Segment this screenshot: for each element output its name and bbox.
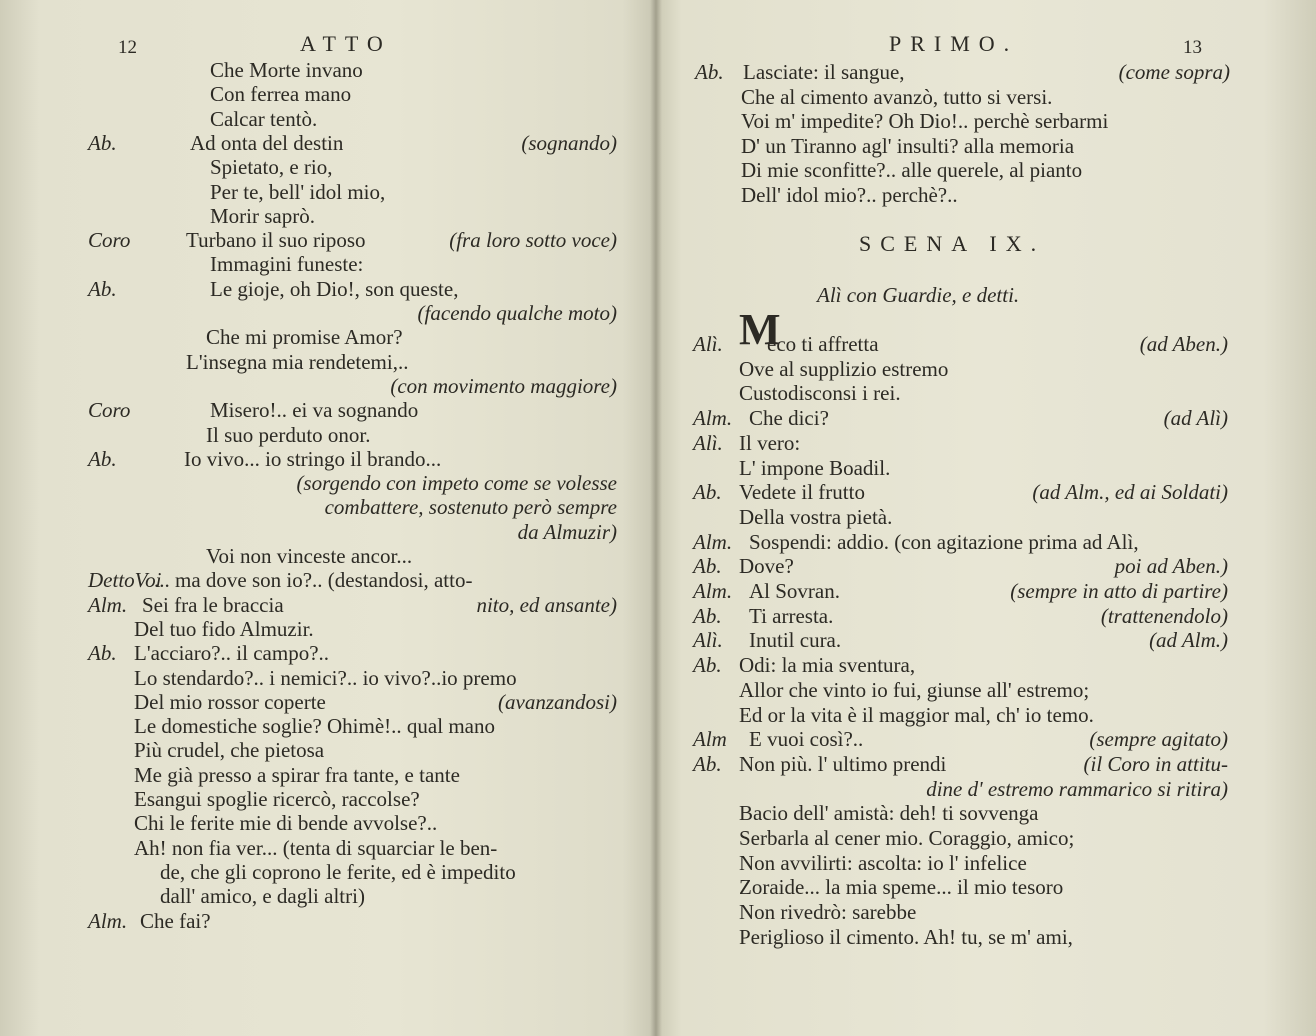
stage-direction: nito, ed ansante): [476, 592, 617, 617]
verse-line: Spietato, e rio,: [210, 155, 333, 180]
speaker-label: Alì.: [693, 332, 723, 356]
verse-line: Turbano il suo riposo: [186, 228, 366, 253]
verse-line: Voi non vinceste ancor...: [206, 544, 413, 568]
speaker-label: Ab.: [88, 446, 117, 471]
verse-line: Inutil cura.: [749, 628, 842, 653]
stage-direction: (sempre agitato): [1089, 727, 1228, 752]
verse-line: Chi le ferite mie di bende avvolse?..: [134, 811, 438, 836]
verse-line: Non più. l' ultimo prendi: [739, 751, 947, 776]
stage-direction: (sempre in atto di partire): [1010, 579, 1228, 603]
speaker-label: Ab.: [693, 603, 722, 628]
verse-line: L' impone Boadil.: [739, 455, 891, 480]
verse-line: Immagini funeste:: [210, 252, 364, 277]
verse-line: Del tuo fido Almuzir.: [134, 616, 314, 641]
verse-line: Le domestiche soglie? Ohimè!.. qual mano: [134, 714, 495, 739]
verse-line: Più crudel, che pietosa: [134, 738, 325, 763]
verse-line: Lo stendardo?.. i nemici?.. io vivo?..io premo: [134, 665, 517, 690]
verse-line: D' un Tiranno agl' insulti? alla memoria: [741, 133, 1075, 158]
verse-line: Che Morte invano: [210, 58, 363, 82]
speaker-label: Alm.: [693, 529, 733, 554]
verse-line: Bacio dell' amistà: deh! ti sovvenga: [739, 801, 1039, 826]
speaker-label: Ab.: [693, 554, 722, 579]
verse-line: Lasciate: il sangue,: [743, 60, 905, 84]
verse-line: Calcar tentò.: [210, 106, 318, 131]
stage-direction: (sognando): [521, 130, 617, 155]
stage-direction: (avanzandosi): [498, 689, 617, 714]
right-page-header: PRIMO.: [889, 31, 1019, 56]
verse-line: Del mio rossor coperte: [134, 689, 326, 714]
speaker-label: Ab.: [693, 751, 722, 776]
speaker-label: Alm: [693, 727, 727, 752]
speaker-label: DettoVoi: [88, 568, 162, 593]
stage-direction: (con movimento maggiore): [390, 373, 617, 398]
left-page-header: ATTO: [300, 31, 392, 56]
speaker-label: Coro: [88, 228, 131, 253]
stage-direction: dine d' estremo rammarico si ritira): [926, 776, 1228, 801]
verse-line: dall' amico, e dagli altri): [160, 884, 365, 909]
speaker-label: Ab.: [693, 480, 722, 505]
verse-line: Me già presso a spirar fra tante, e tante: [134, 762, 460, 787]
speaker-label: Alì.: [693, 628, 723, 653]
verse-line: Sei fra le braccia: [142, 592, 284, 617]
speaker-label: Ab.: [693, 653, 722, 678]
speaker-label: Alì.: [693, 430, 723, 455]
verse-line: Custodisconsi i rei.: [739, 381, 901, 406]
scene-title: SCENA IX.: [859, 231, 1046, 256]
verse-line: Sospendi: addio. (con agitazione prima ad Alì,: [749, 529, 1139, 554]
stage-direction: (il Coro in attitu-: [1083, 751, 1228, 776]
verse-line: Il suo perduto onor.: [206, 422, 371, 447]
verse-line: E vuoi così?..: [749, 727, 864, 752]
verse-line: Le gioje, oh Dio!, son queste,: [210, 276, 459, 301]
stage-direction: (ad Aben.): [1139, 332, 1228, 356]
stage-direction: (ad Alm., ed ai Soldati): [1032, 480, 1228, 505]
stage-direction: da Almuzir): [517, 519, 617, 544]
verse-line: Della vostra pietà.: [739, 504, 893, 529]
verse-line: Con ferrea mano: [210, 82, 352, 107]
left-page: [0, 0, 655, 1036]
verse-line: Che dici?: [749, 406, 829, 431]
left-page-number: 12: [118, 37, 137, 58]
verse-line: Morir saprò.: [210, 203, 315, 228]
verse-line: Allor che vinto io fui, giunse all' estremo;: [739, 677, 1090, 702]
verse-line: Dove?: [739, 554, 794, 579]
stage-direction: (ad Alm.): [1149, 628, 1228, 653]
verse-line: Serbarla al cener mio. Coraggio, amico;: [739, 826, 1075, 850]
verse-line: L'insegna mia rendetemi,..: [186, 349, 409, 374]
verse-line: Odi: la mia sventura,: [739, 653, 916, 678]
verse-line: Che fai?: [140, 908, 211, 933]
verse-line: Voi m' impedite? Oh Dio!.. perchè serbarmi: [741, 109, 1109, 134]
verse-line: Ti arresta.: [749, 603, 834, 628]
verse-line: Misero!.. ei va sognando: [210, 398, 419, 423]
verse-line: de, che gli coprono le ferite, ed è impedito: [160, 859, 516, 884]
verse-line: Esangui spoglie ricercò, raccolse?: [134, 787, 420, 811]
speaker-label: Alm.: [88, 908, 128, 933]
stage-direction: (trattenendolo): [1100, 603, 1228, 628]
speaker-label: Alm.: [693, 579, 733, 603]
verse-line: ... ma dove son io?.. (destandosi, atto-: [154, 568, 473, 593]
book-gutter: [650, 0, 662, 1036]
stage-direction: (facendo qualche moto): [417, 301, 617, 325]
speaker-label: Alm.: [693, 406, 733, 431]
verse-line: Di mie sconfitte?.. alle querele, al pianto: [741, 158, 1083, 183]
verse-line: Che al cimento avanzò, tutto si versi.: [741, 84, 1053, 109]
speaker-label: Ab.: [88, 641, 117, 666]
verse-line: Io vivo... io stringo il brando...: [184, 446, 442, 471]
right-page: [655, 0, 1316, 1036]
stage-direction: (sorgendo con impeto come se volesse: [296, 471, 617, 496]
verse-line: L'acciaro?.. il campo?..: [134, 641, 330, 666]
speaker-label: Ab.: [695, 60, 724, 84]
drop-cap: M: [739, 305, 781, 354]
stage-direction: (ad Alì): [1163, 406, 1228, 431]
stage-direction: (fra loro sotto voce): [449, 228, 617, 253]
verse-line: Il vero:: [739, 430, 801, 455]
verse-line: Ah! non fia ver... (tenta di squarciar le ben-: [134, 835, 498, 860]
verse-line: Ad onta del destin: [190, 130, 344, 155]
speaker-label: Ab.: [88, 276, 117, 301]
speaker-label: Ab.: [88, 130, 117, 155]
verse-line: Per te, bell' idol mio,: [210, 179, 386, 204]
scene-subtitle: Alì con Guardie, e detti.: [817, 283, 1020, 307]
verse-line: Periglioso il cimento. Ah! tu, se m' ami,: [739, 924, 1073, 949]
right-page-number: 13: [1183, 37, 1202, 58]
verse-line: eco ti affretta: [767, 332, 879, 356]
speaker-label: Alm.: [88, 592, 128, 617]
stage-direction: combattere, sostenuto però sempre: [324, 495, 617, 520]
verse-line: Non rivedrò: sarebbe: [739, 900, 917, 925]
speaker-label: Coro: [88, 398, 131, 423]
verse-line: Al Sovran.: [749, 579, 840, 603]
verse-line: Che mi promise Amor?: [206, 325, 403, 350]
stage-direction: (come sopra): [1118, 60, 1230, 84]
verse-line: Zoraide... la mia speme... il mio tesoro: [739, 875, 1064, 900]
stage-direction: poi ad Aben.): [1114, 554, 1228, 579]
verse-line: Dell' idol mio?.. perchè?..: [741, 183, 958, 207]
verse-line: Ove al supplizio estremo: [739, 356, 949, 381]
verse-line: Non avvilirti: ascolta: io l' infelice: [739, 850, 1027, 875]
verse-line: Ed or la vita è il maggior mal, ch' io temo.: [739, 702, 1094, 727]
verse-line: Vedete il frutto: [739, 480, 865, 505]
